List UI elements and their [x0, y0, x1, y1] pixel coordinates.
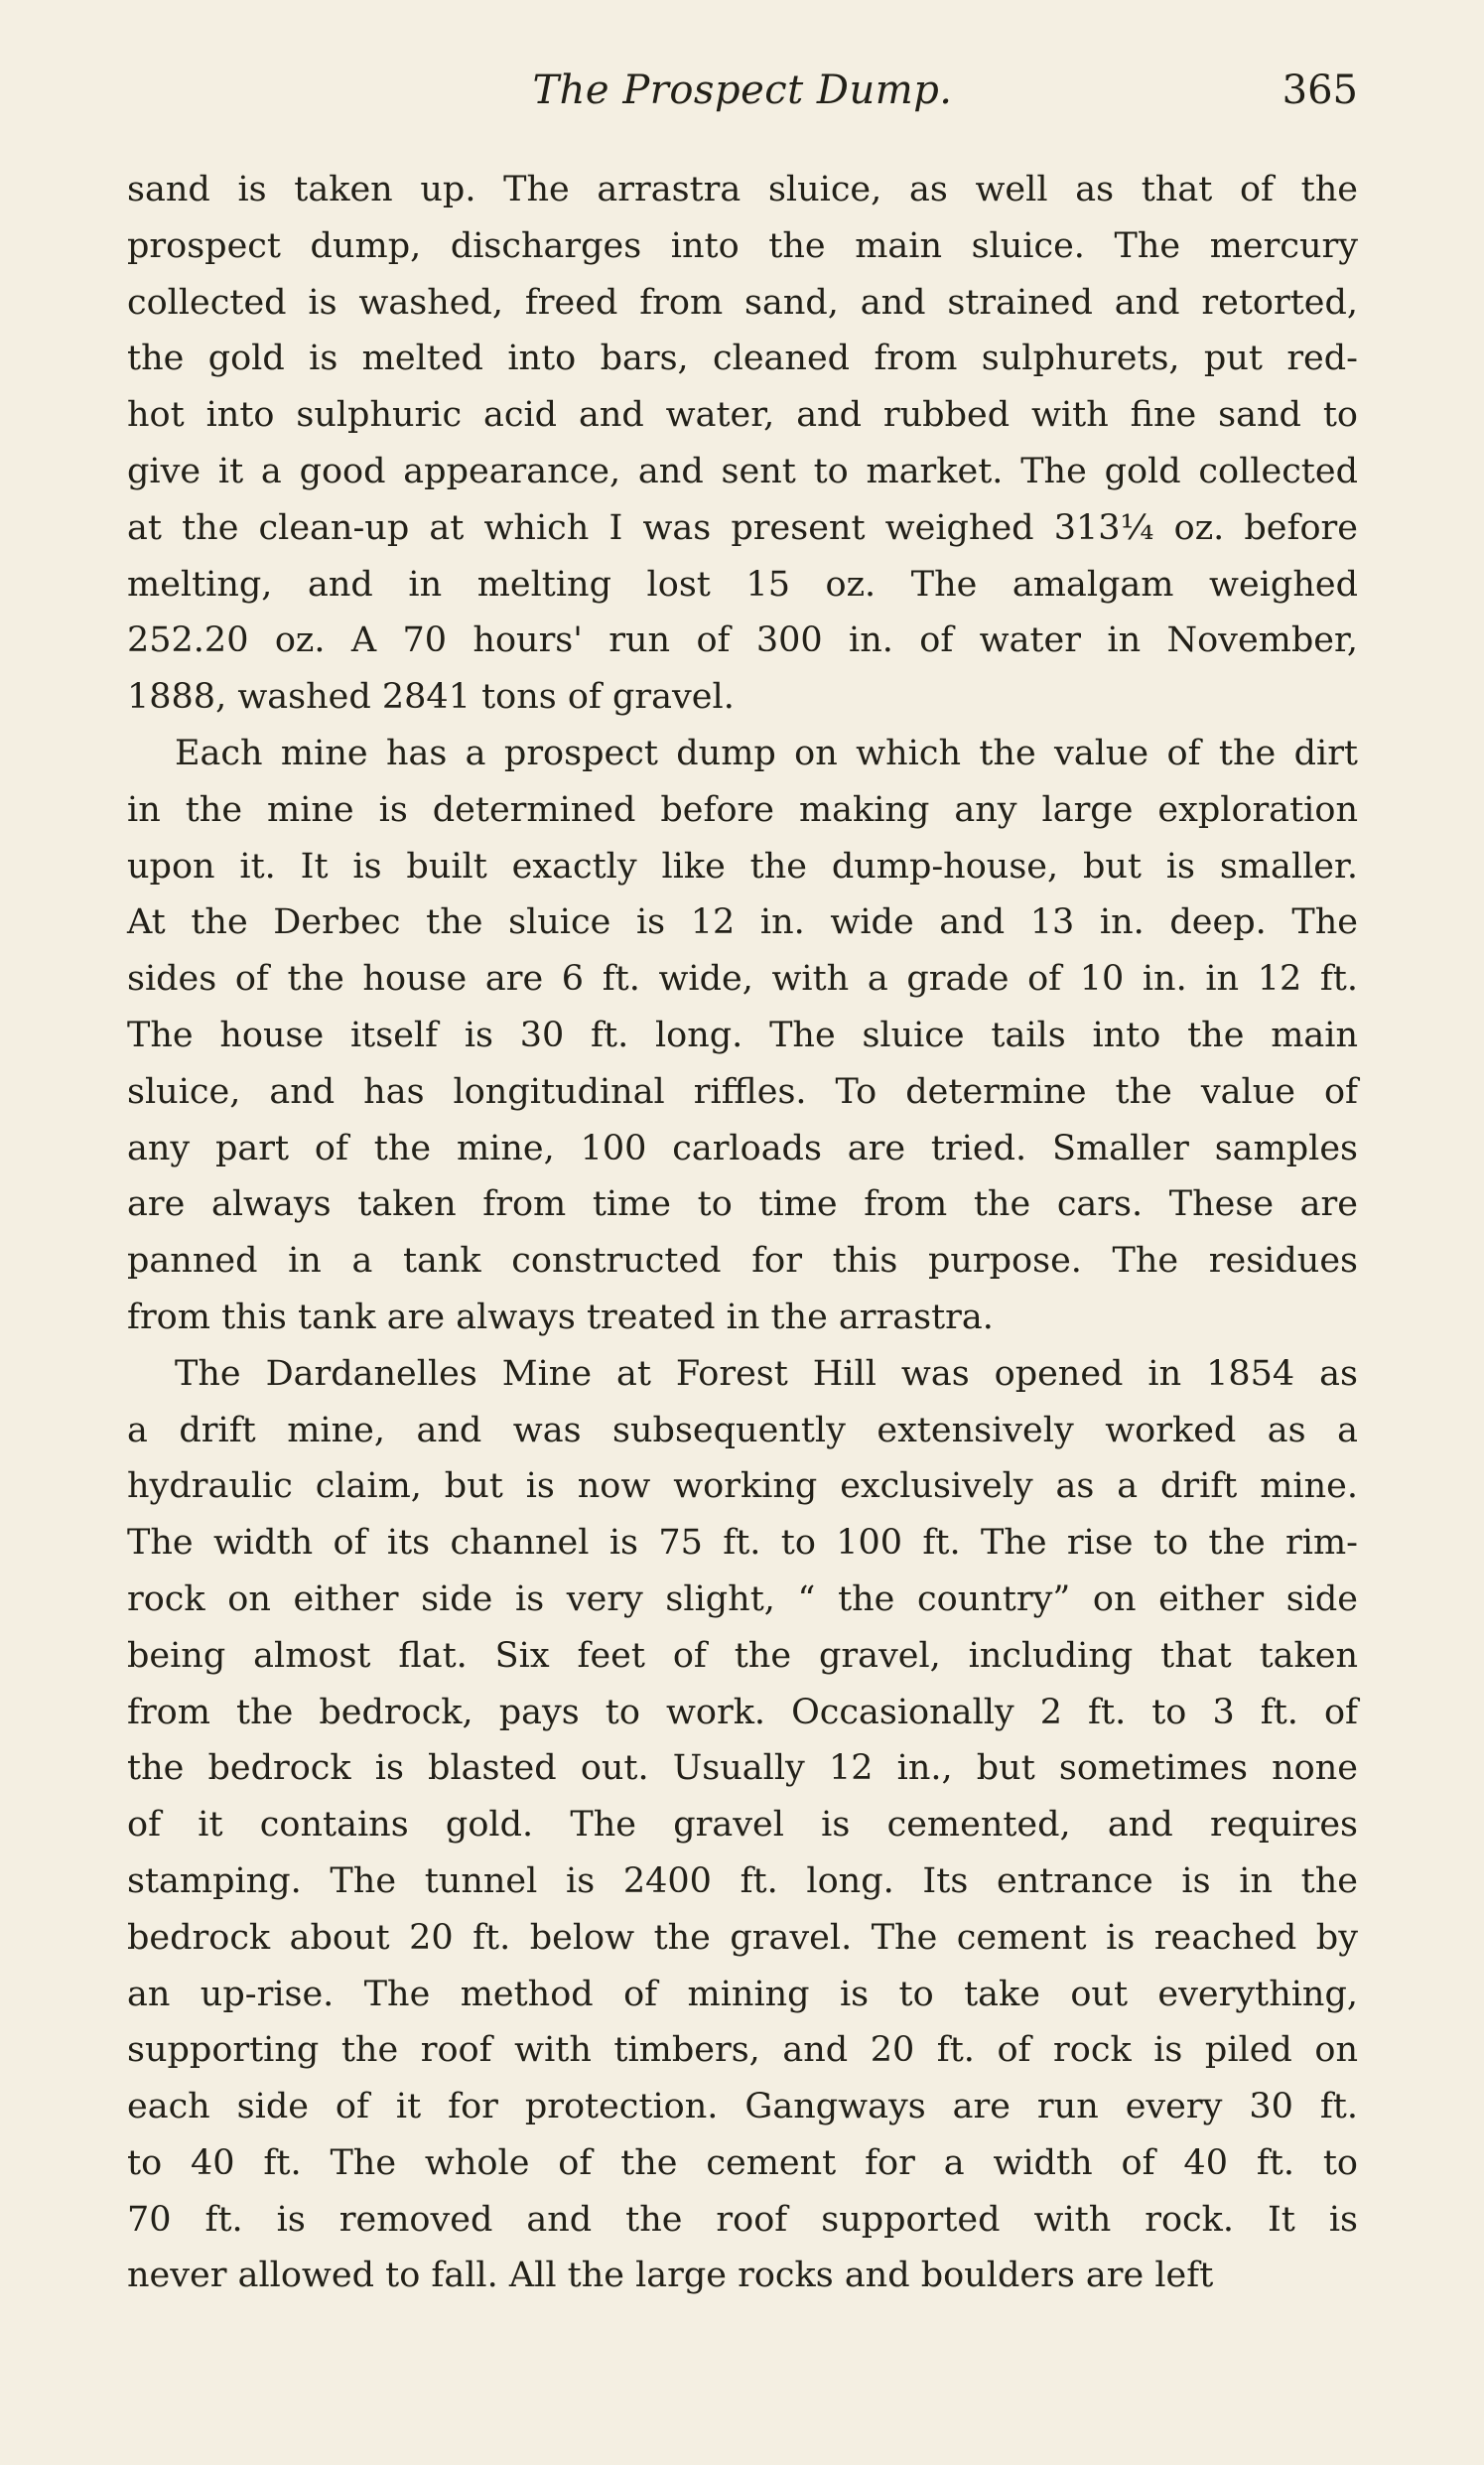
text-line: from the bedrock, pays to work. Occasionally 2 ft. to 3 ft. of	[127, 1692, 1358, 1732]
text-line: are always taken from time to time from the cars. These are	[127, 1184, 1358, 1225]
text-line: in the mine is determined before making any large exploration	[127, 789, 1358, 830]
page-number: 365	[1282, 68, 1358, 113]
text-line: from this tank are always treated in the arrastra.	[127, 1297, 994, 1337]
text-line: Each mine has a prospect dump on which the value of the dirt	[175, 733, 1358, 773]
text-line: 1888, washed 2841 tons of gravel.	[127, 677, 735, 718]
text-line: collected is washed, freed from sand, and strained and retorted,	[127, 282, 1358, 323]
text-line: prospect dump, discharges into the main sluice. The mercury	[127, 225, 1358, 266]
text-line: never allowed to fall. All the large rocks and boulders are left	[127, 2256, 1214, 2296]
text-line: sides of the house are 6 ft. wide, with a grade of 10 in. in 12 ft.	[127, 959, 1358, 1000]
text-line: melting, and in melting lost 15 oz. The amalgam weighed	[127, 564, 1358, 605]
text-line: stamping. The tunnel is 2400 ft. long. Its entrance is in the	[127, 1860, 1358, 1901]
text-line: The house itself is 30 ft. long. The sluice tails into the main	[127, 1015, 1358, 1055]
text-line: give it a good appearance, and sent to market. The gold collected	[127, 451, 1358, 491]
text-line: sand is taken up. The arrastra sluice, as well as that of the	[127, 170, 1358, 209]
page-header	[127, 68, 1358, 127]
text-line: the bedrock is blasted out. Usually 12 in., but sometimes none	[127, 1748, 1358, 1789]
text-line: hot into sulphuric acid and water, and rubbed with fine sand to	[127, 395, 1358, 436]
text-line: an up-rise. The method of mining is to take out everything,	[127, 1974, 1358, 2014]
text-line: any part of the mine, 100 carloads are tried. Smaller samples	[127, 1128, 1358, 1168]
paragraph	[127, 162, 1358, 726]
text-line: being almost flat. Six feet of the gravel, including that taken	[127, 1635, 1358, 1676]
text-line: 252.20 oz. A 70 hours' run of 300 in. of water in November,	[127, 620, 1358, 661]
text-line: a drift mine, and was subsequently extensively worked as a	[127, 1410, 1358, 1450]
paragraph	[127, 726, 1358, 1346]
body-text	[127, 162, 1358, 2304]
text-line: bedrock about 20 ft. below the gravel. The cement is reached by	[127, 1917, 1358, 1958]
text-line: hydraulic claim, but is now working exclusively as a drift mine.	[127, 1466, 1358, 1507]
text-line: at the clean-up at which I was present weighed 313¼ oz. before	[127, 507, 1358, 548]
text-line: of it contains gold. The gravel is cemented, and requires	[127, 1805, 1358, 1846]
text-line: 70 ft. is removed and the roof supported with rock. It is	[127, 2199, 1358, 2240]
paragraph	[127, 1346, 1358, 2305]
text-line: At the Derbec the sluice is 12 in. wide and 13 in. deep. The	[127, 902, 1358, 943]
text-line: rock on either side is very slight, “ the country” on either side	[127, 1578, 1358, 1619]
text-line: sluice, and has longitudinal riffles. To determine the value of	[127, 1071, 1358, 1112]
text-line: the gold is melted into bars, cleaned from sulphurets, put red-	[127, 339, 1358, 379]
text-line: supporting the roof with timbers, and 20 ft. of rock is piled on	[127, 2030, 1358, 2071]
text-line: upon it. It is built exactly like the dump-house, but is smaller.	[127, 846, 1358, 887]
running-title: The Prospect Dump.	[532, 68, 953, 113]
text-line: The width of its channel is 75 ft. to 100 ft. The rise to the rim-	[127, 1523, 1358, 1564]
text-line: The Dardanelles Mine at Forest Hill was opened in 1854 as	[175, 1353, 1358, 1394]
text-line: each side of it for protection. Gangways are run every 30 ft.	[127, 2087, 1358, 2127]
text-line: panned in a tank constructed for this purpose. The residues	[127, 1241, 1358, 1282]
text-line: to 40 ft. The whole of the cement for a width of 40 ft. to	[127, 2142, 1358, 2183]
